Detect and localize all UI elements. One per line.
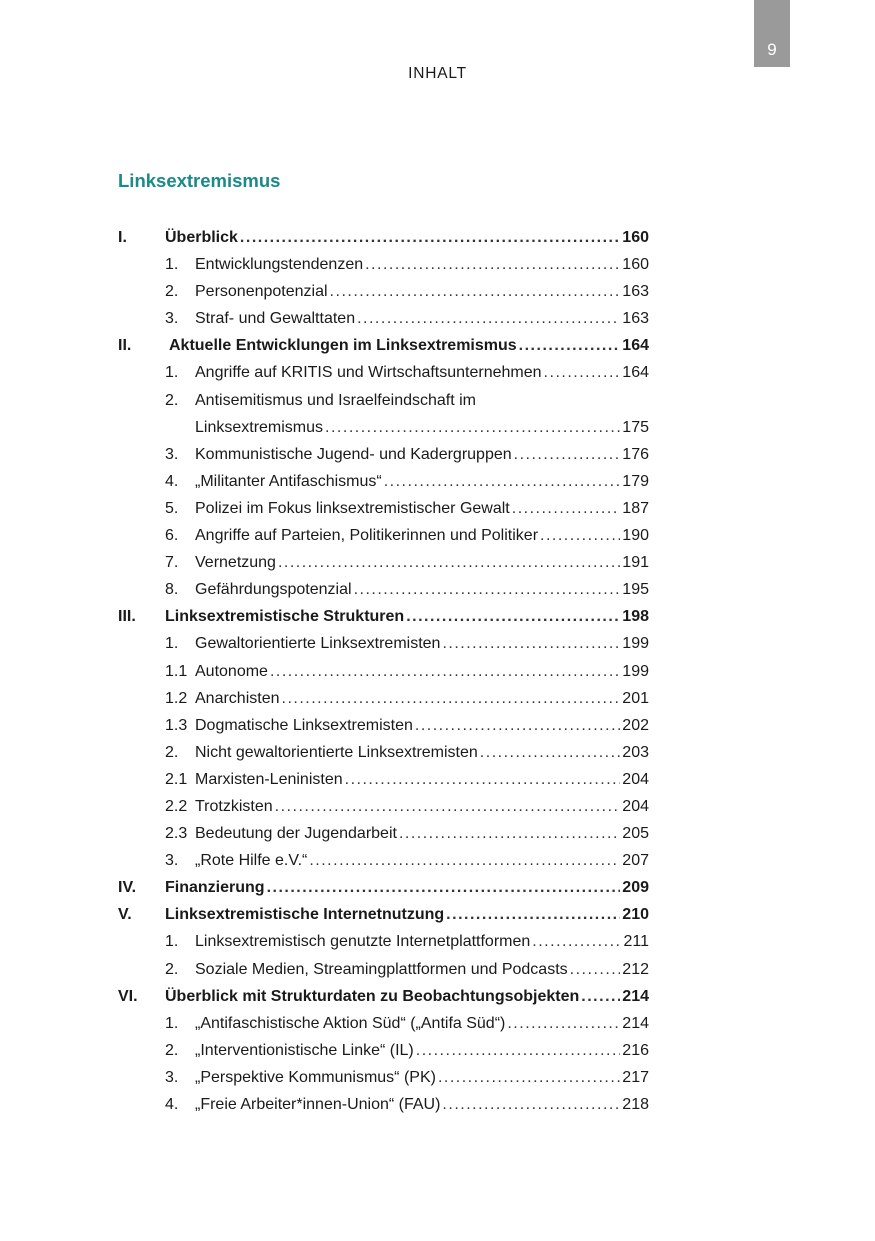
toc-page: 204 <box>622 797 649 815</box>
toc-number: 3. <box>165 852 179 870</box>
toc-leader <box>540 522 620 549</box>
toc-number: 5. <box>165 499 179 517</box>
toc-row[interactable] <box>118 441 649 468</box>
toc-page: 163 <box>622 310 649 328</box>
toc-number: 2.3 <box>165 825 188 843</box>
toc-entry <box>195 1091 649 1118</box>
toc-label: Straf- und Gewalttaten <box>195 310 356 328</box>
toc-leader <box>438 1064 620 1091</box>
toc-page: 201 <box>622 689 649 707</box>
toc-row[interactable] <box>118 468 649 495</box>
toc-number: I. <box>118 229 127 246</box>
toc-label: Linksextremistische Strukturen <box>165 608 405 626</box>
toc-leader <box>416 1037 621 1064</box>
toc-number: 7. <box>165 554 179 572</box>
toc-leader <box>309 847 620 874</box>
toc-leader <box>532 928 621 955</box>
toc-page: 164 <box>622 364 649 382</box>
toc-page: 207 <box>622 852 649 870</box>
toc-leader <box>278 549 620 576</box>
toc-label: Trotzkisten <box>195 797 273 815</box>
toc-label: „Interventionistische Linke“ (IL) <box>195 1041 414 1059</box>
toc-row[interactable] <box>118 603 649 630</box>
toc-number: 3. <box>165 1068 179 1086</box>
toc-number: 8. <box>165 581 179 599</box>
toc-page: 164 <box>622 337 649 355</box>
toc-leader <box>442 1091 620 1118</box>
toc-leader <box>354 576 621 603</box>
toc-number: VI. <box>118 987 138 1005</box>
toc-row[interactable] <box>118 1010 649 1037</box>
toc-entry <box>195 1037 649 1064</box>
toc-row[interactable] <box>118 359 649 386</box>
toc-page: 202 <box>622 716 649 734</box>
toc-leader <box>507 1010 620 1037</box>
toc-number: 3. <box>165 310 179 328</box>
toc-label: „Rote Hilfe e.V.“ <box>195 852 308 870</box>
toc-entry <box>195 387 649 414</box>
toc-row[interactable] <box>118 712 649 739</box>
toc-number: II. <box>118 337 132 355</box>
toc-page: 210 <box>622 906 649 924</box>
toc-entry <box>195 685 649 712</box>
toc-page: 216 <box>622 1041 649 1059</box>
toc-leader <box>406 603 620 630</box>
toc-leader <box>446 901 620 928</box>
toc-label: Entwicklungstendenzen <box>195 256 364 274</box>
toc-row[interactable] <box>118 495 649 522</box>
table-of-contents <box>118 224 649 1118</box>
toc-entry <box>195 712 649 739</box>
toc-row[interactable] <box>118 251 649 278</box>
toc-page: 203 <box>622 743 649 761</box>
toc-row[interactable] <box>118 387 649 414</box>
toc-page: 195 <box>622 581 649 599</box>
toc-entry <box>195 441 649 468</box>
toc-label: Angriffe auf KRITIS und Wirtschaftsunternehmen <box>195 364 542 382</box>
toc-leader <box>345 766 621 793</box>
toc-page: 190 <box>622 527 649 545</box>
toc-entry <box>195 278 649 305</box>
toc-entry <box>195 847 649 874</box>
toc-number: 2. <box>165 743 179 761</box>
toc-leader <box>270 658 620 685</box>
toc-label: Angriffe auf Parteien, Politikerinnen und Politiker <box>195 527 539 545</box>
toc-leader <box>365 251 620 278</box>
toc-row[interactable] <box>118 224 649 251</box>
toc-label: Antisemitismus und Israelfeindschaft im <box>195 391 476 409</box>
toc-page: 204 <box>622 770 649 788</box>
toc-page: 212 <box>622 960 649 978</box>
toc-number: 1. <box>165 933 179 951</box>
toc-entry <box>195 576 649 603</box>
toc-page: 198 <box>622 608 649 626</box>
toc-entry <box>195 522 649 549</box>
toc-row[interactable] <box>118 630 649 657</box>
toc-leader <box>442 630 620 657</box>
toc-page: 191 <box>622 554 649 572</box>
toc-label: Linksextremismus <box>195 418 324 436</box>
toc-label: Polizei im Fokus linksextremistischer Gewalt <box>195 499 510 517</box>
toc-row[interactable] <box>118 820 649 847</box>
toc-entry <box>195 956 649 983</box>
toc-row[interactable] <box>118 793 649 820</box>
toc-row[interactable] <box>118 874 649 901</box>
toc-page: 160 <box>622 229 649 246</box>
toc-entry <box>195 793 649 820</box>
toc-page: 176 <box>622 445 649 463</box>
toc-number: 1. <box>165 1014 179 1032</box>
toc-leader <box>480 739 621 766</box>
toc-leader <box>240 224 620 251</box>
toc-number: IV. <box>118 879 137 897</box>
toc-number: 2. <box>165 283 179 301</box>
toc-label: Autonome <box>195 662 268 680</box>
toc-number: 6. <box>165 527 179 545</box>
toc-leader <box>330 278 621 305</box>
toc-page: 163 <box>622 283 649 301</box>
toc-entry <box>165 983 649 1010</box>
toc-leader <box>267 874 621 901</box>
toc-label: „Perspektive Kommunismus“ (PK) <box>195 1068 436 1086</box>
toc-number: 4. <box>165 1096 179 1113</box>
toc-number: III. <box>118 608 136 626</box>
toc-row[interactable] <box>118 928 649 955</box>
toc-entry <box>165 224 649 251</box>
toc-leader <box>384 468 621 495</box>
toc-label: Anarchisten <box>195 689 280 707</box>
toc-row[interactable] <box>118 1037 649 1064</box>
toc-label: „Antifaschistische Aktion Süd“ („Antifa Süd“) <box>195 1014 506 1032</box>
toc-leader <box>512 495 621 522</box>
toc-label: „Freie Arbeiter*innen-Union“ (FAU) <box>195 1096 441 1113</box>
toc-leader <box>514 441 621 468</box>
toc-row[interactable] <box>118 1091 649 1118</box>
running-head: INHALT <box>408 65 467 82</box>
toc-row[interactable] <box>118 847 649 874</box>
toc-entry <box>165 901 649 928</box>
toc-row[interactable] <box>118 983 649 1010</box>
toc-page: 160 <box>622 256 649 274</box>
toc-number: 1.2 <box>165 689 188 707</box>
toc-number: 1. <box>165 635 179 653</box>
toc-leader <box>325 414 620 441</box>
toc-row[interactable] <box>118 901 649 928</box>
toc-entry <box>165 874 649 901</box>
toc-entry <box>195 1064 649 1091</box>
toc-leader <box>570 956 621 983</box>
toc-page: 199 <box>622 635 649 653</box>
toc-entry <box>195 1010 649 1037</box>
toc-label: Vernetzung <box>195 554 276 572</box>
toc-entry <box>195 820 649 847</box>
toc-number: 3. <box>165 445 179 463</box>
toc-row[interactable] <box>118 332 649 359</box>
toc-row[interactable] <box>118 549 649 576</box>
toc-row[interactable] <box>118 576 649 603</box>
toc-entry <box>195 468 649 495</box>
toc-page: 179 <box>622 472 649 490</box>
toc-label: Soziale Medien, Streamingplattformen und Podcasts <box>195 960 568 978</box>
toc-number: 2.1 <box>165 770 188 788</box>
toc-row[interactable] <box>118 956 649 983</box>
toc-page: 214 <box>622 987 649 1005</box>
toc-number: 1.1 <box>165 662 188 680</box>
toc-entry <box>195 766 649 793</box>
toc-row[interactable] <box>118 522 649 549</box>
toc-row[interactable] <box>118 739 649 766</box>
toc-entry <box>195 658 649 685</box>
toc-label: Marxisten-Leninisten <box>195 770 343 788</box>
toc-number: 2.2 <box>165 797 188 815</box>
toc-row[interactable] <box>118 658 649 685</box>
toc-leader <box>275 793 621 820</box>
section-title: Linksextremismus <box>118 170 281 191</box>
toc-page: 217 <box>622 1068 649 1086</box>
toc-entry <box>195 928 649 955</box>
toc-number: 2. <box>165 1041 179 1059</box>
toc-entry <box>195 251 649 278</box>
toc-entry <box>195 359 649 386</box>
toc-page: 218 <box>622 1096 649 1113</box>
toc-entry <box>195 739 649 766</box>
toc-label: Linksextremistische Internetnutzung <box>165 906 445 924</box>
toc-label: Finanzierung <box>165 879 265 897</box>
toc-leader <box>399 820 620 847</box>
toc-label: Personenpotenzial <box>195 283 328 301</box>
toc-entry <box>195 630 649 657</box>
toc-row-continuation[interactable] <box>118 414 649 441</box>
toc-label: „Militanter Antifaschismus“ <box>195 472 382 490</box>
toc-page: 175 <box>622 418 649 436</box>
toc-number: 2. <box>165 960 179 978</box>
toc-page: 205 <box>622 825 649 843</box>
toc-number: 1. <box>165 364 179 382</box>
toc-entry <box>169 332 649 359</box>
toc-row[interactable] <box>118 766 649 793</box>
toc-label: Kommunistische Jugend- und Kadergruppen <box>195 445 512 463</box>
toc-number: 1. <box>165 256 179 274</box>
toc-row[interactable] <box>118 278 649 305</box>
toc-label: Bedeutung der Jugendarbeit <box>195 825 397 843</box>
toc-entry <box>165 603 649 630</box>
toc-number: 2. <box>165 391 179 409</box>
toc-entry <box>195 305 649 332</box>
toc-entry <box>195 495 649 522</box>
toc-number: 4. <box>165 472 179 490</box>
toc-label: Aktuelle Entwicklungen im Linksextremismus <box>169 337 517 355</box>
toc-leader <box>519 332 621 359</box>
toc-label: Nicht gewaltorientierte Linksextremisten <box>195 743 478 761</box>
toc-label: Überblick <box>165 229 238 246</box>
toc-page: 209 <box>622 879 649 897</box>
toc-entry <box>195 414 649 441</box>
page-number: 9 <box>767 40 777 59</box>
toc-leader <box>415 712 620 739</box>
toc-page: 214 <box>622 1014 649 1032</box>
toc-leader <box>357 305 620 332</box>
toc-leader <box>581 983 620 1010</box>
toc-label: Linksextremistisch genutzte Internetplattformen <box>195 933 531 951</box>
toc-label: Dogmatische Linksextremisten <box>195 716 413 734</box>
toc-number: V. <box>118 906 132 924</box>
toc-label: Gefährdungspotenzial <box>195 581 352 599</box>
toc-row[interactable] <box>118 1064 649 1091</box>
toc-row[interactable] <box>118 305 649 332</box>
toc-leader <box>282 685 621 712</box>
toc-page: 187 <box>622 499 649 517</box>
toc-page: 211 <box>623 933 649 951</box>
page-number-tab <box>754 0 790 67</box>
toc-label: Gewaltorientierte Linksextremisten <box>195 635 441 653</box>
toc-leader <box>544 359 621 386</box>
toc-label: Überblick mit Strukturdaten zu Beobachtungsobjekten <box>165 987 580 1005</box>
toc-entry <box>195 549 649 576</box>
toc-row[interactable] <box>118 685 649 712</box>
toc-page: 199 <box>622 662 649 680</box>
toc-number: 1.3 <box>165 716 188 734</box>
